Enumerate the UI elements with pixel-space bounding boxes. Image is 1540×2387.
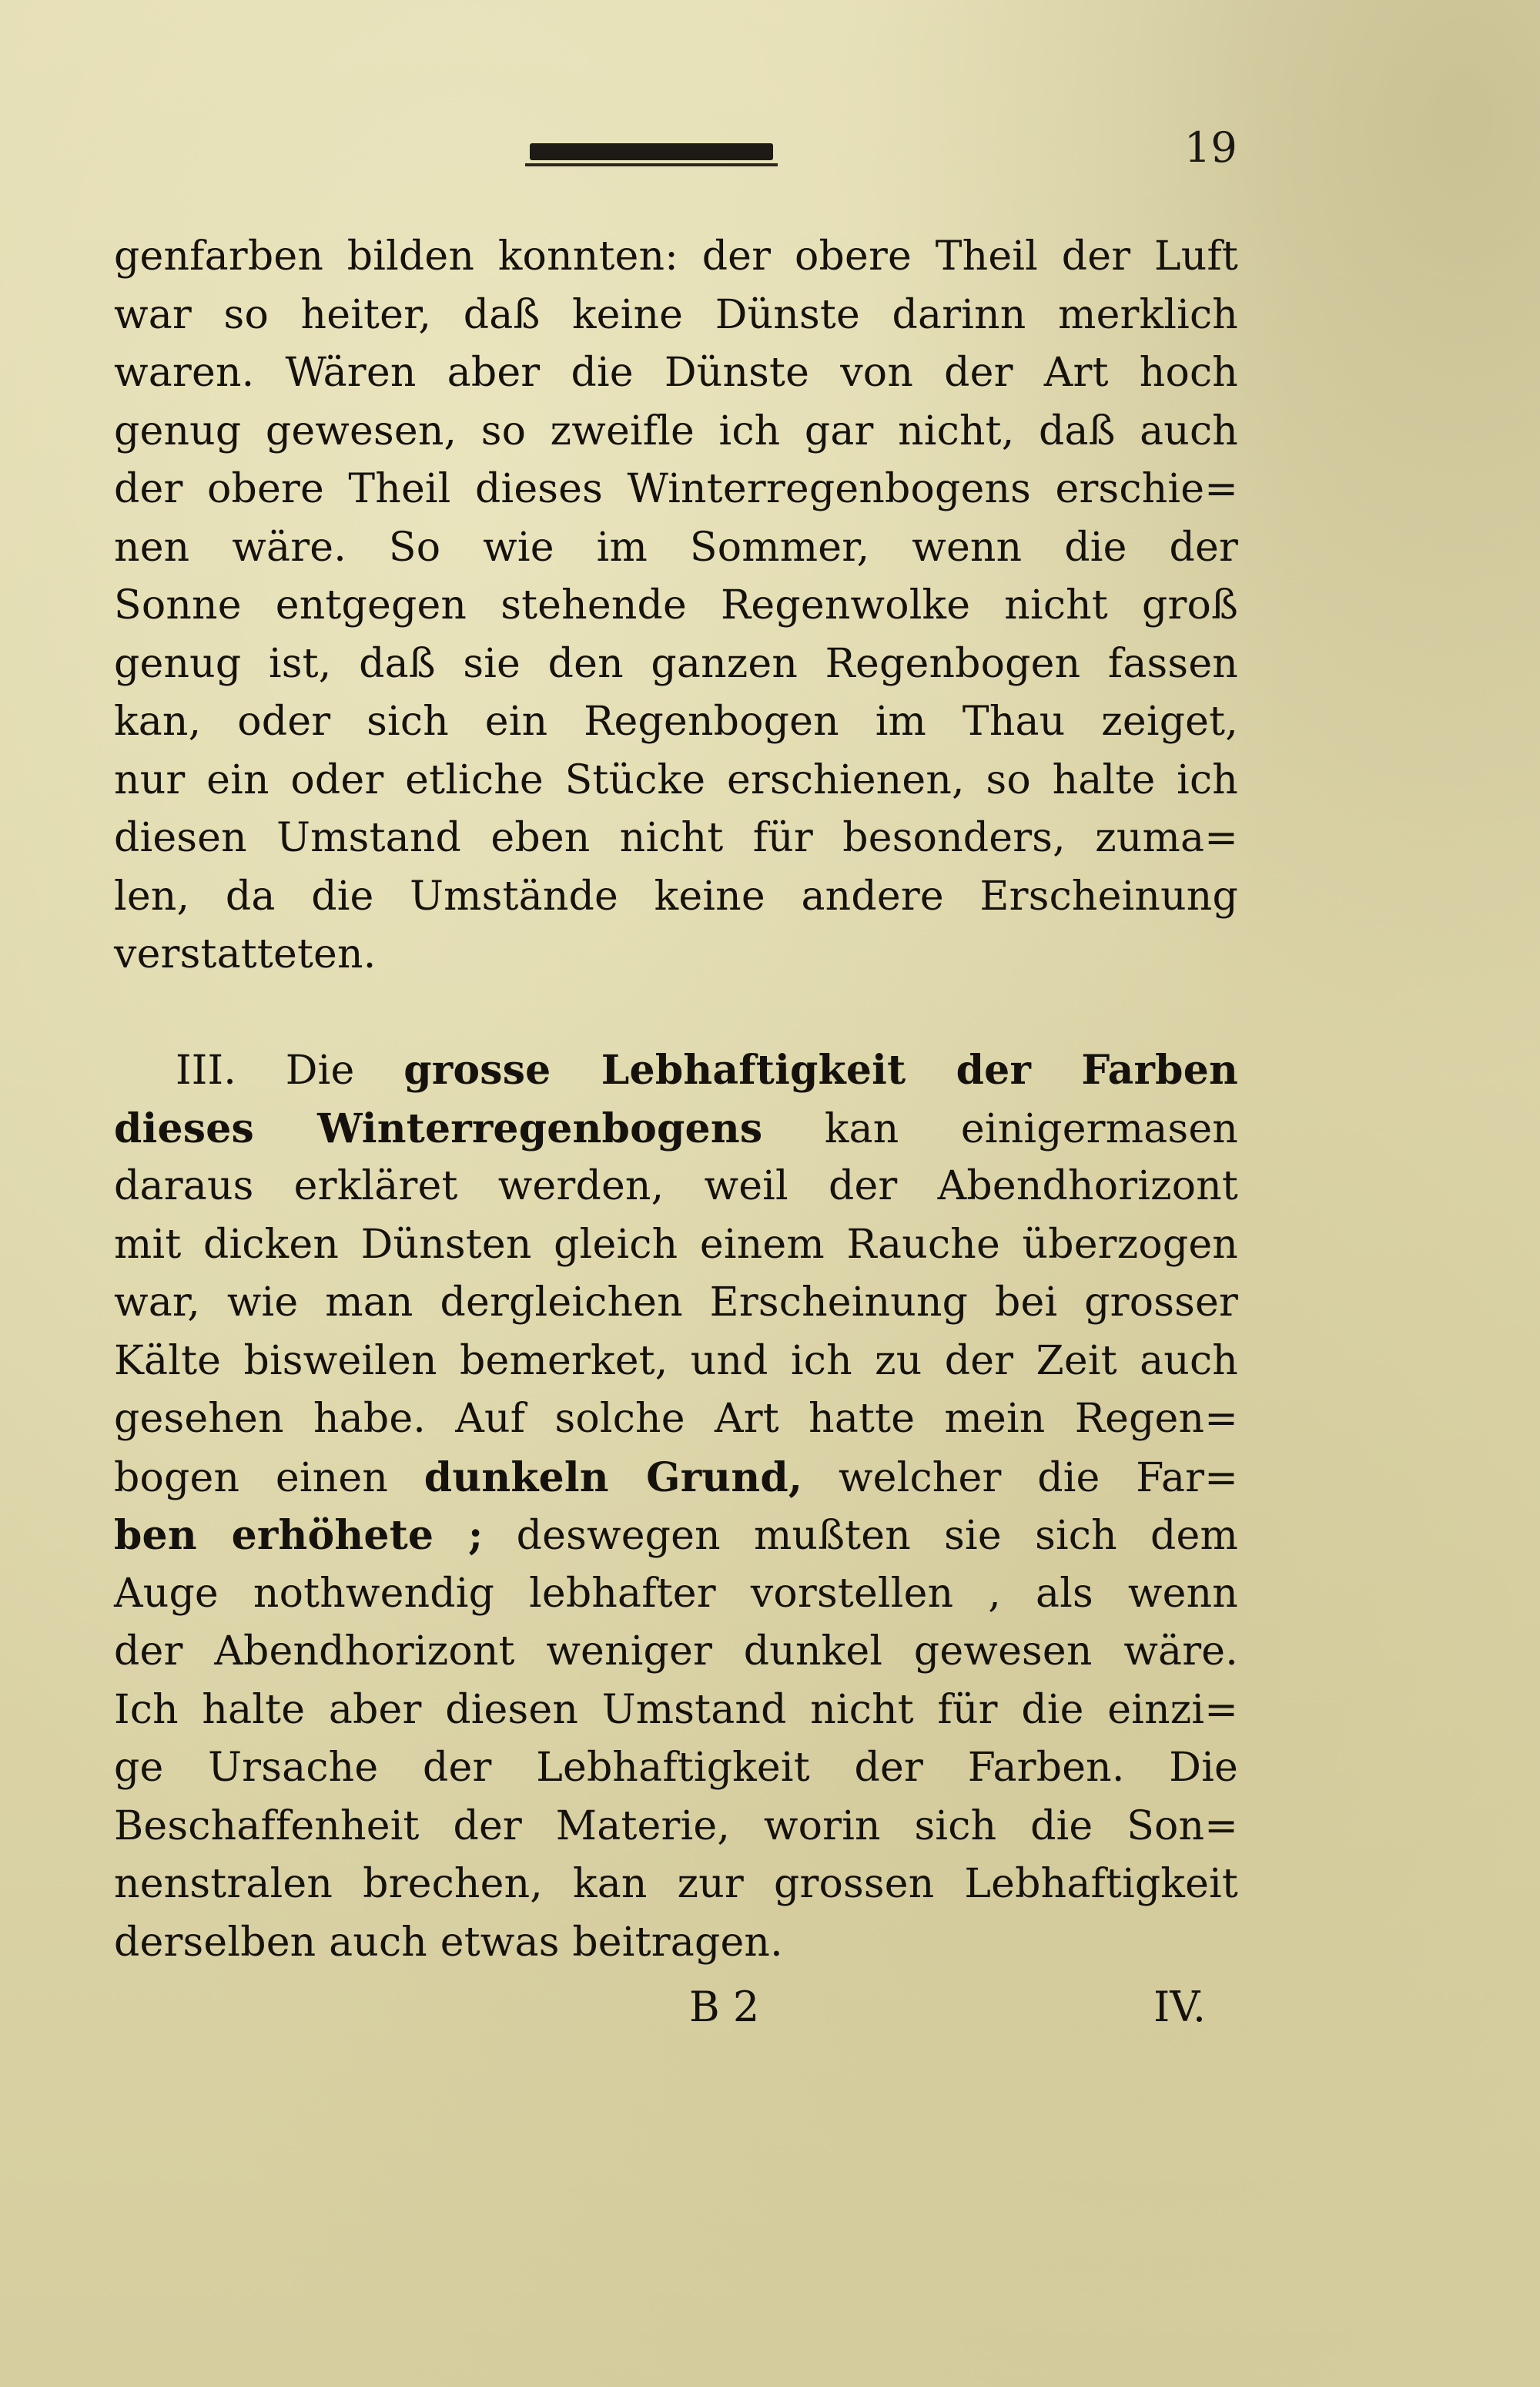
section-numeral: III. bbox=[176, 1048, 236, 1094]
text-line bbox=[114, 1507, 1238, 1565]
text-fragment: bogen einen bbox=[114, 1454, 389, 1501]
catchword: IV. bbox=[1153, 1983, 1207, 2031]
text-line: war, wie man dergleichen Erscheinung bei grosser bbox=[114, 1279, 1238, 1326]
text-line: Ich halte aber diesen Umstand nicht für die einzi= bbox=[114, 1686, 1238, 1733]
text-line: Sonne entgegen stehende Regenwolke nicht groß bbox=[114, 582, 1238, 629]
text-line: derselben auch etwas beitragen. bbox=[114, 1919, 783, 1966]
text-line: gesehen habe. Auf solche Art hatte mein Regen= bbox=[114, 1396, 1238, 1442]
text-line: war so heiter, daß keine Dünste darinn merklich bbox=[114, 291, 1238, 338]
text-fragment: kan einigermasen bbox=[824, 1105, 1238, 1152]
text-line: diesen Umstand eben nicht für besonders, zuma= bbox=[114, 815, 1238, 861]
signature-mark: B 2 bbox=[689, 1983, 760, 2031]
emphasized-text: dunkeln Grund, bbox=[424, 1453, 803, 1501]
text-line: Beschaffenheit der Materie, worin sich die Son= bbox=[114, 1802, 1238, 1849]
text-line-heading bbox=[114, 1041, 1238, 1100]
text-fragment: welcher die Far= bbox=[838, 1454, 1239, 1501]
paragraph-2 bbox=[114, 1041, 1238, 1972]
text-line: ge Ursache der Lebhaftigkeit der Farben. Die bbox=[114, 1745, 1238, 1791]
header-rule bbox=[530, 143, 773, 160]
text-line: der obere Theil dieses Winterregenbogens erschie= bbox=[114, 466, 1238, 512]
text-line: nur ein oder etliche Stücke erschienen, so halte ich bbox=[114, 756, 1238, 803]
text-line: der Abendhorizont weniger dunkel gewesen wäre. bbox=[114, 1628, 1238, 1675]
text-line: genug ist, daß sie den ganzen Regenbogen fassen bbox=[114, 640, 1238, 687]
text-line: Auge nothwendig lebhafter vorstellen , als wenn bbox=[114, 1570, 1238, 1617]
text-line: daraus erkläret werden, weil der Abendhorizont bbox=[114, 1163, 1238, 1209]
emphasized-text: grosse Lebhaftigkeit der Farben bbox=[403, 1047, 1239, 1094]
text-line: nen wäre. So wie im Sommer, wenn die der bbox=[114, 524, 1238, 571]
paragraph-1 bbox=[114, 228, 1238, 984]
text-line: waren. Wären aber die Dünste von der Art hoch bbox=[114, 350, 1238, 396]
text-line: verstatteten. bbox=[114, 931, 377, 977]
emphasized-text: dieses Winterregenbogens bbox=[114, 1105, 763, 1152]
text-line: nenstralen brechen, kan zur grossen Lebhaftigkeit bbox=[114, 1861, 1238, 1907]
text-line: mit dicken Dünsten gleich einem Rauche überzogen bbox=[114, 1221, 1238, 1268]
text-line: kan, oder sich ein Regenbogen im Thau zeiget, bbox=[114, 699, 1238, 745]
text-line: len, da die Umstände keine andere Erscheinung bbox=[114, 873, 1238, 920]
emphasized-text: ben erhöhete ; bbox=[114, 1512, 484, 1559]
text-fragment: deswegen mußten sie sich dem bbox=[516, 1513, 1238, 1559]
text-line: genfarben bilden konnten: der obere Theil der Luft bbox=[114, 233, 1238, 280]
text-fragment: Die bbox=[285, 1048, 355, 1094]
text-line bbox=[114, 1449, 1238, 1507]
text-line: Kälte bisweilen bemerket, und ich zu der Zeit auch bbox=[114, 1337, 1238, 1384]
page-number: 19 bbox=[1184, 123, 1237, 172]
text-line: genug gewesen, so zweifle ich gar nicht, daß auch bbox=[114, 407, 1238, 454]
text-line bbox=[114, 1100, 1238, 1158]
